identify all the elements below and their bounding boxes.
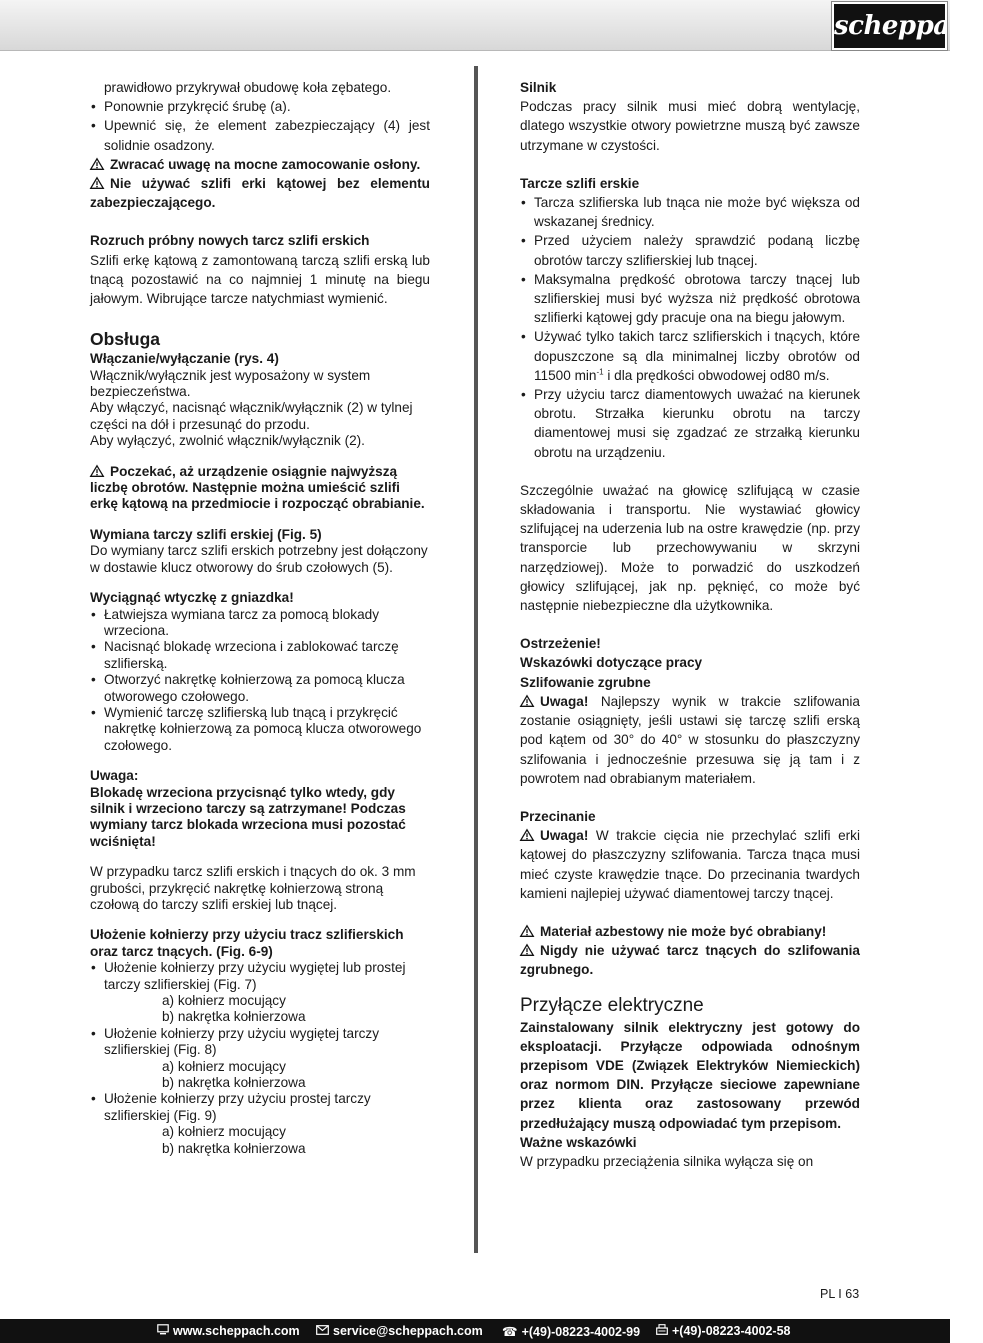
column-divider bbox=[474, 66, 478, 1253]
subsection-heading: Ważne wskazówki bbox=[520, 1134, 637, 1150]
warning-icon bbox=[90, 177, 104, 189]
paragraph: Aby włączyć, nacisnąć włącznik/wyłącznik (2) w tylnej części na dół i przesunąć do przodu. bbox=[90, 400, 413, 432]
footer-fax[interactable]: +(49)-08223-4002-58 bbox=[656, 1324, 791, 1338]
flange-part: b) nakrętka kołnierzowa bbox=[162, 1009, 306, 1025]
monitor-icon bbox=[157, 1324, 169, 1338]
list-item: • Ułożenie kołnierzy przy użyciu wygiętej lub prostej tarczy szlifierskiej (Fig. 7) a) kołnierz mocujący b) nakrętka kołnierzowa bbox=[90, 960, 430, 1026]
paragraph: Aby wyłączyć, zwolnić włącznik/wyłącznik (2). bbox=[90, 433, 365, 449]
warning-icon bbox=[520, 944, 534, 956]
fax-icon bbox=[656, 1324, 668, 1338]
paragraph: W przypadku tarcz szlifi erskich i tnących do ok. 3 mm grubości, przykręcić nakrętkę kołnierzową stroną czołową do tarczy szlifi erskiej lub tnącej. bbox=[90, 864, 416, 913]
section-heading: Tarcze szlifi erskie bbox=[520, 175, 640, 191]
list-item: • Wymienić tarczę szlifierską lub tnącą i przykręcić nakrętkę kołnierzową za pomocą klucza otworowego czołowego. bbox=[90, 705, 430, 754]
warning-icon bbox=[90, 465, 104, 477]
replacement-steps bbox=[90, 607, 430, 755]
warning-note: Nigdy nie używać tarcz tnących do szlifowania zgrubnego. bbox=[520, 943, 860, 978]
subsection-heading: Ułożenie kołnierzy przy użyciu tracz szlifierskich oraz tarcz tnących. (Fig. 6-9) bbox=[90, 927, 404, 959]
flange-part: b) nakrętka kołnierzowa bbox=[162, 1075, 306, 1091]
section-title: Przyłącze elektryczne bbox=[520, 994, 704, 1016]
right-column bbox=[520, 78, 860, 1171]
paragraph: W przypadku przeciążenia silnika wyłącza się on bbox=[520, 1153, 814, 1169]
flange-part: a) kołnierz mocujący bbox=[162, 1058, 286, 1074]
flange-part: a) kołnierz mocujący bbox=[162, 1124, 286, 1140]
warning-icon bbox=[520, 695, 534, 707]
paragraph: Uwaga! Najlepszy wynik w trakcie szlifowania zostanie osiągnięty, jeśli ustawi się tarczę szlifi erską pod kątem od 30° do 40° w stosunku do płaszczyzny szlifowania i jednocześnie przesuwa się ją tam i z powrotem nad obrabianym materiałem. bbox=[520, 693, 860, 786]
list-item: • Otworzyć nakrętkę kołnierzową za pomocą klucza otworowego czołowego. bbox=[90, 672, 430, 705]
warning-icon bbox=[520, 925, 534, 937]
subsection-heading: Szlifowanie zgrubne bbox=[520, 674, 651, 690]
list-item: • Łatwiejsza wymiana tarcz za pomocą blokady wrzeciona. bbox=[90, 607, 430, 640]
mail-icon bbox=[316, 1324, 329, 1338]
list-item: • prawidłowo przykrywał obudowę koła zębatego. bbox=[90, 78, 430, 97]
paragraph: Zainstalowany silnik elektryczny jest gotowy do eksploatacji. Przyłącze odpowiada odnośnym przepisom VDE (Związek Elektryków Niemieckich) oraz normom DIN. Przyłącze sieciowe zapewniane przez klienta oraz zastosowany przewód przedłużający muszą odpowiadać tym przepisom. bbox=[520, 1019, 860, 1131]
subsection-heading: Wyciągnąć wtyczkę z gniazdka! bbox=[90, 590, 294, 606]
section-title: Obsługa bbox=[90, 329, 161, 350]
list-item: • Używać tylko takich tarcz szlifierskich i tnących, które dopuszczone są dla minimalnej liczby obrotów od 11500 $\min^{-1} i$ dla prędkości obwodowej od80 m/s. bbox=[520, 327, 860, 385]
flange-list bbox=[90, 960, 430, 1157]
warning-note: Poczekać, aż urządzenie osiągnie najwyższą liczbę obrotów. Następnie można umieścić szlifi erkę kątową na przedmiocie i rozpocząć obrabianie. bbox=[90, 463, 425, 512]
footer-bar bbox=[0, 1319, 950, 1343]
warning-note: Materiał azbestowy nie może być obrabiany! bbox=[520, 922, 860, 941]
list-item: • Tarcza szlifierska lub tnąca nie może być większa od wskazanej średnicy. bbox=[520, 193, 860, 231]
section-heading: Wskazówki dotyczące pracy bbox=[520, 655, 703, 671]
list-item: • Przy użyciu tarcz diamentowych uważać na kierunek obrotu. Strzałka kierunku obrotu na tarczy diamentowej musi się zgadzać ze strzałką kierunku obrotu na urządzeniu. bbox=[520, 385, 860, 462]
footer-email[interactable]: service@scheppach.com bbox=[316, 1324, 483, 1338]
list-item: • Upewnić się, że element zabezpieczający (4) jest solidnie osadzony. bbox=[90, 116, 430, 154]
header-band bbox=[0, 0, 983, 51]
paragraph: Blokadę wrzeciona przycisnąć tylko wtedy, gdy silnik i wrzeciono tarczy są zatrzymane! Podczas wymiany tarcz blokada wrzeciona musi pozostać wciśnięta! bbox=[90, 784, 406, 849]
list-continued bbox=[90, 78, 430, 155]
warning-note: Zwracać uwagę na mocne zamocowanie osłony. bbox=[90, 155, 430, 174]
page-number: PL I 63 bbox=[820, 1287, 860, 1301]
list-item: • Nacisnąć blokadę wrzeciona i zablokować tarczę szlifierską. bbox=[90, 639, 430, 672]
scheppach-logo: scheppach bbox=[832, 2, 947, 50]
footer-website[interactable]: www.scheppach.com bbox=[157, 1324, 300, 1338]
list-item: • Ponownie przykręcić śrubę (a). bbox=[90, 97, 430, 116]
paragraph: Włącznik/wyłącznik jest wyposażony w system bezpieczeństwa. bbox=[90, 367, 371, 400]
subsection-heading: Uwaga: bbox=[90, 768, 139, 784]
list-item: • Ułożenie kołnierzy przy użyciu wygiętej tarczy szlifierskiej (Fig. 8) a) kołnierz mocujący b) nakrętka kołnierzowa bbox=[90, 1026, 430, 1092]
section-heading: Silnik bbox=[520, 80, 557, 95]
warning-note: Nie używać szlifi erki kątowej bez elementu zabezpieczającego. bbox=[90, 176, 430, 211]
list-item: • Ułożenie kołnierzy przy użyciu prostej tarczy szlifierskiej (Fig. 9) a) kołnierz mocujący b) nakrętka kołnierzowa bbox=[90, 1091, 430, 1157]
subsection-heading: Wymiana tarczy szlifi erskiej (Fig. 5) bbox=[90, 526, 322, 542]
section-heading: Rozruch próbny nowych tarcz szlifi erskich bbox=[90, 233, 370, 249]
disc-rules-list bbox=[520, 193, 860, 462]
section-heading: Ostrzeżenie! bbox=[520, 636, 601, 652]
paragraph: Uwaga! W trakcie cięcia nie przechylać szlifi erki kątowej do płaszczyzny szlifowania. Tarcza tnąca musi mieć czyste krawędzie tnące. Do przecinania twardych kamieni najlepiej używać diamentowej tarczy tnącej. bbox=[520, 828, 860, 901]
warning-icon bbox=[90, 158, 104, 170]
paragraph: Szlifi erkę kątową z zamontowaną tarczą szlifi erską lub tnącą pozostawić na co najmniej 1 minutę na biegu jałowym. Wibrujące tarcze natychmiast wymienić. bbox=[90, 252, 430, 307]
left-column bbox=[90, 78, 430, 1157]
list-item: • Maksymalna prędkość obrotowa tarczy tnącej lub szlifierskiej musi być wyższa niż prędkość obrotowa szlifierki kątowej gdy pracuje ona na biegu jałowym. bbox=[520, 270, 860, 328]
paragraph: Szczególnie uważać na głowicę szlifującą w czasie składowania i transportu. Nie wystawiać głowicy szlifującej na uderzenia lub na ostre krawędzie (np. przy transporcie lub przechowywaniu w skrzyni narzędziowej). Może to porwadzić do uszkodzeń głowicy szlifującej, jak np. pęknięć, co może być następnie niebezpieczne dla użytkownika. bbox=[520, 482, 860, 614]
phone-icon: ☎ bbox=[502, 1325, 518, 1339]
paragraph: Do wymiany tarcz szlifi erskich potrzebny jest dołączony w dostawie klucz otworowy do śrub czołowych (5). bbox=[90, 543, 428, 575]
footer-phone[interactable]: ☎ +(49)-08223-4002-99 bbox=[502, 1325, 641, 1339]
list-item: • Przed użyciem należy sprawdzić podaną liczbę obrotów tarczy szlifierskiej lub tnącej. bbox=[520, 231, 860, 269]
flange-part: b) nakrętka kołnierzowa bbox=[162, 1140, 306, 1156]
subsection-heading: Włączanie/wyłączanie (rys. 4) bbox=[90, 351, 279, 367]
subsection-heading: Przecinanie bbox=[520, 808, 596, 824]
flange-part: a) kołnierz mocujący bbox=[162, 993, 286, 1009]
paragraph: Podczas pracy silnik musi mieć dobrą wentylację, dlatego wszystkie otwory powietrzne muszą być zawsze utrzymane w czystości. bbox=[520, 99, 860, 153]
warning-icon bbox=[520, 829, 534, 841]
